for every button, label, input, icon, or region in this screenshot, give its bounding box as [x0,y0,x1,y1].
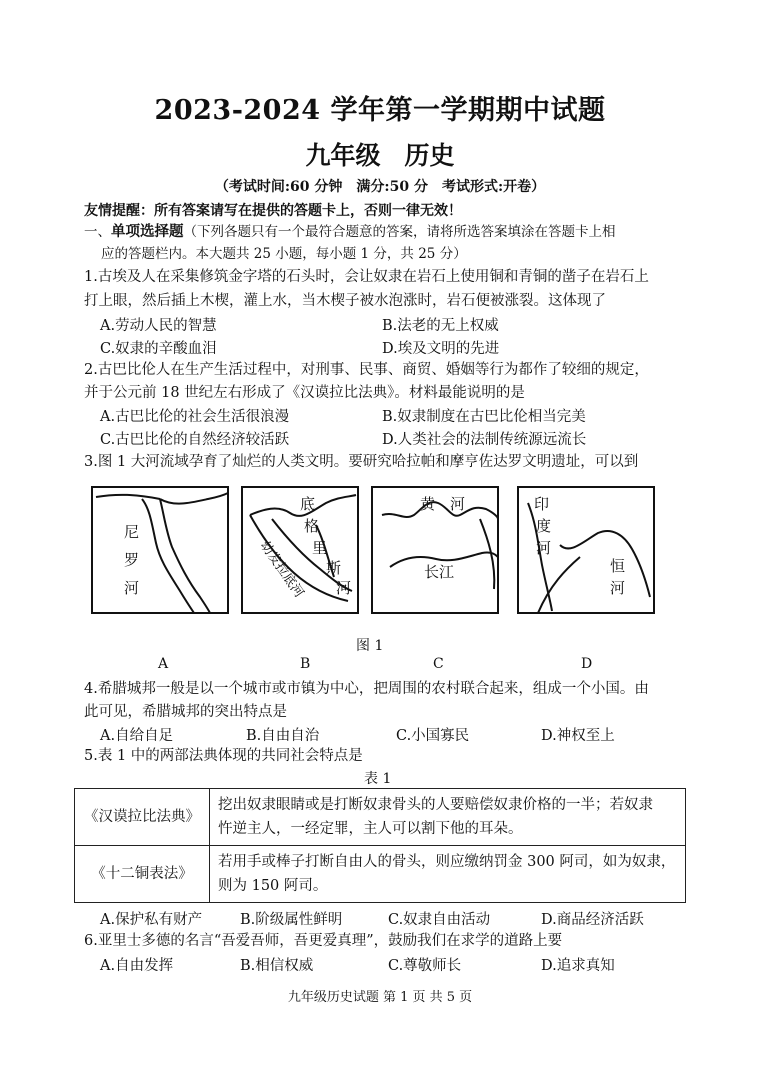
law-name: 《汉谟拉比法典》 [75,789,210,846]
law-content: 挖出奴隶眼睛或是打断奴隶骨头的人要赔偿奴隶价格的一半；若奴隶 忤逆主人，一经定罪，主人可以割下他的耳朵。 [210,789,686,846]
map-d-coast [538,557,580,613]
map-a-coast [96,495,160,499]
law-content: 若用手或棒子打断自由人的骨头，则应缴纳罚金 300 阿司，如为奴隶， 则为 150 阿司。 [210,846,686,903]
map-b-river-char: 里 [312,539,328,557]
map-a-river-char: 罗 [124,551,140,569]
law-table [74,788,686,903]
map-d-river-char: 度 [536,517,552,535]
q3-stem: 3.图 1 大河流域孕育了灿烂的人类文明。要研究哈拉帕和摩亨佐达罗文明遗址，可以到 [84,454,639,470]
q1-stem-2: 打上眼，然后插上木楔，灌上水，当木楔子被水泡涨时，岩石便被涨裂。这体现了 [84,293,606,309]
q6-option-b: B.相信权威 [240,958,314,974]
q2-option-d: D.人类社会的法制传统源远流长 [382,432,587,448]
q6-option-d: D.追求真知 [541,958,615,974]
q1-option-a: A.劳动人民的智慧 [100,318,217,334]
map-d-river-char: 印 [534,495,550,513]
map-b-river-char: 斯 [326,559,342,577]
q4-option-b: B.自由自治 [246,728,320,744]
q5-option-a: A.保护私有财产 [100,912,203,928]
law-name: 《十二铜表法》 [75,846,210,903]
q6-option-a: A.自由发挥 [100,958,174,974]
table-row [75,846,686,903]
q4-stem-2: 此可见，希腊城邦的突出特点是 [84,704,287,720]
reminder: 友情提醒：所有答案请写在提供的答题卡上，否则一律无效！ [84,203,462,219]
map-letter-a: A [158,656,169,672]
q1-option-c: C.奴隶的辛酸血泪 [100,341,217,357]
map-letter-d: D [581,656,593,672]
q4-option-c: C.小国寡民 [396,728,470,744]
map-a-nile-west [142,499,194,613]
q1-stem-1: 1.古埃及人在采集修筑金字塔的石头时，会让奴隶在岩石上使用铜和青铜的凿子在岩石上 [84,269,649,285]
map-b-euphrates-label: 幼发拉底河 [256,538,307,601]
map-a-river-char: 河 [124,579,140,597]
map-letter-b: B [300,656,311,672]
figure-label: 图 1 [356,638,384,654]
map-c-river-char: 黄 [420,495,436,513]
map-a-nile-east [160,499,210,613]
q5-option-d: D.商品经济活跃 [541,912,644,928]
page-footer: 九年级历史试题 第 1 页 共 5 页 [287,990,473,1005]
q5-option-c: C.奴隶自由活动 [388,912,491,928]
map-c-yellow-river [382,502,498,519]
q6-option-c: C.尊敬师长 [388,958,462,974]
exam-subtitle [0,136,760,172]
q2-option-c: C.古巴比伦的自然经济较活跃 [100,432,290,448]
map-a-frame [92,487,228,613]
q4-option-d: D.神权至上 [541,728,615,744]
exam-title: 2023-2024 学年第一学期期中试题 [154,95,606,126]
map-b-river-char: 底 [300,495,316,513]
q4-stem-1: 4.希腊城邦一般是以一个城市或市镇为中心，把周围的农村联合起来，组成一个小国。由 [84,681,649,697]
map-a-river-char: 尼 [124,523,140,541]
map-c-river-char: 河 [450,495,466,513]
q5-option-b: B.阶级属性鲜明 [240,912,343,928]
q2-option-a: A.古巴比伦的社会生活很浪漫 [100,409,290,425]
grade-label: 九年级 [305,141,381,170]
q1-option-b: B.法老的无上权威 [382,318,499,334]
q6-stem: 6.亚里士多德的名言“吾爱吾师，吾更爱真理”，鼓励我们在求学的道路上要 [84,933,563,949]
exam-info: （考试时间:60 分钟 满分:50 分 考试形式:开卷） [214,179,546,195]
map-d-ganges-char: 河 [610,579,626,597]
map-c-yangtze-label: 长江 [424,563,455,581]
q2-option-b: B.奴隶制度在古巴比伦相当完美 [382,409,586,425]
section-name: 单项选择题 [111,223,184,240]
subject-label: 历史 [404,141,455,170]
map-b-river-char: 格 [304,517,320,535]
section-heading: 一、单项选择题（下列各题只有一个最符合题意的答案，请将所选答案填涂在答题卡上相 [84,223,616,240]
q2-stem-1: 2.古巴比伦人在生产生活过程中，对刑事、民事、商贸、婚姻等行为都作了较细的规定， [84,362,649,378]
river-maps-figure [90,485,680,615]
q1-option-d: D.埃及文明的先进 [382,341,500,357]
map-a-delta [160,493,228,504]
map-letter-c: C [433,656,444,672]
section-instruction-1: （下列各题只有一个最符合题意的答案，请将所选答案填涂在答题卡上相 [183,224,616,240]
table-row [75,789,686,846]
map-d-river-char: 河 [536,539,552,557]
section-instruction-2: 应的答题栏内。本大题共 25 小题，每小题 1 分，共 25 分） [101,246,467,262]
table-caption: 表 1 [364,771,392,787]
q2-stem-2: 并于公元前 18 世纪左右形成了《汉谟拉比法典》。材料最能说明的是 [84,385,525,401]
q4-option-a: A.自给自足 [100,728,174,744]
map-b-river-char: 河 [336,579,352,597]
map-d-ganges-char: 恒 [610,557,626,575]
q5-stem: 5.表 1 中的两部法典体现的共同社会特点是 [84,748,363,764]
